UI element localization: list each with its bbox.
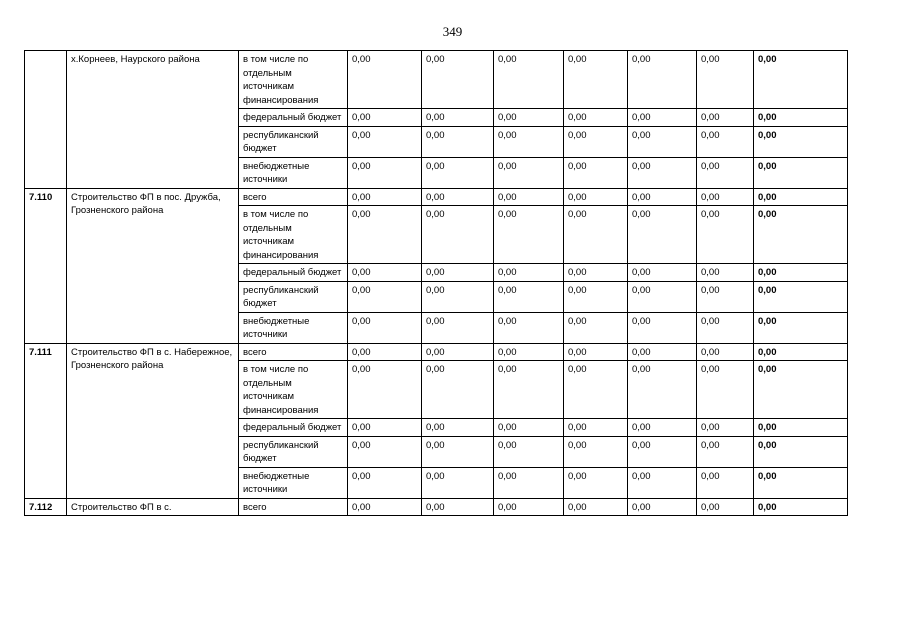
value-cell: 0,00 <box>564 206 628 264</box>
value-cell: 0,00 <box>697 361 754 419</box>
value-cell: 0,00 <box>348 343 422 361</box>
value-cell: 0,00 <box>494 498 564 516</box>
value-cell: 0,00 <box>564 312 628 343</box>
item-title: Строительство ФП в с. <box>67 498 239 516</box>
value-cell: 0,00 <box>348 361 422 419</box>
total-cell: 0,00 <box>754 343 848 361</box>
financing-table <box>24 50 848 516</box>
value-cell: 0,00 <box>697 51 754 109</box>
item-number <box>25 51 67 189</box>
total-cell: 0,00 <box>754 467 848 498</box>
value-cell: 0,00 <box>348 281 422 312</box>
value-cell: 0,00 <box>697 264 754 282</box>
value-cell: 0,00 <box>422 157 494 188</box>
value-cell: 0,00 <box>422 206 494 264</box>
item-title: Строительство ФП в пос. Дружба, Грозненского района <box>67 188 239 343</box>
source-label: всего <box>239 498 348 516</box>
value-cell: 0,00 <box>628 343 697 361</box>
value-cell: 0,00 <box>697 109 754 127</box>
table-row <box>25 188 848 206</box>
value-cell: 0,00 <box>564 361 628 419</box>
value-cell: 0,00 <box>348 188 422 206</box>
value-cell: 0,00 <box>422 51 494 109</box>
value-cell: 0,00 <box>628 419 697 437</box>
total-cell: 0,00 <box>754 419 848 437</box>
item-number: 7.111 <box>25 343 67 498</box>
value-cell: 0,00 <box>628 264 697 282</box>
value-cell: 0,00 <box>697 419 754 437</box>
value-cell: 0,00 <box>348 312 422 343</box>
value-cell: 0,00 <box>494 206 564 264</box>
value-cell: 0,00 <box>697 436 754 467</box>
value-cell: 0,00 <box>422 361 494 419</box>
value-cell: 0,00 <box>422 343 494 361</box>
value-cell: 0,00 <box>494 51 564 109</box>
value-cell: 0,00 <box>564 467 628 498</box>
value-cell: 0,00 <box>348 109 422 127</box>
value-cell: 0,00 <box>494 312 564 343</box>
source-label: внебюджетные источники <box>239 467 348 498</box>
value-cell: 0,00 <box>564 436 628 467</box>
value-cell: 0,00 <box>697 188 754 206</box>
value-cell: 0,00 <box>494 419 564 437</box>
total-cell: 0,00 <box>754 51 848 109</box>
total-cell: 0,00 <box>754 264 848 282</box>
value-cell: 0,00 <box>628 157 697 188</box>
source-label: республиканский бюджет <box>239 436 348 467</box>
value-cell: 0,00 <box>697 281 754 312</box>
value-cell: 0,00 <box>494 467 564 498</box>
value-cell: 0,00 <box>628 436 697 467</box>
value-cell: 0,00 <box>422 281 494 312</box>
value-cell: 0,00 <box>697 206 754 264</box>
value-cell: 0,00 <box>628 467 697 498</box>
value-cell: 0,00 <box>494 436 564 467</box>
value-cell: 0,00 <box>628 109 697 127</box>
value-cell: 0,00 <box>422 109 494 127</box>
value-cell: 0,00 <box>628 498 697 516</box>
value-cell: 0,00 <box>628 361 697 419</box>
value-cell: 0,00 <box>697 343 754 361</box>
source-label: федеральный бюджет <box>239 419 348 437</box>
source-label: республиканский бюджет <box>239 126 348 157</box>
item-title: х.Корнеев, Наурского района <box>67 51 239 189</box>
source-label: внебюджетные источники <box>239 312 348 343</box>
page-number: 349 <box>442 24 463 39</box>
value-cell: 0,00 <box>422 188 494 206</box>
value-cell: 0,00 <box>494 264 564 282</box>
value-cell: 0,00 <box>348 157 422 188</box>
value-cell: 0,00 <box>348 498 422 516</box>
value-cell: 0,00 <box>697 312 754 343</box>
total-cell: 0,00 <box>754 188 848 206</box>
value-cell: 0,00 <box>348 126 422 157</box>
value-cell: 0,00 <box>697 467 754 498</box>
total-cell: 0,00 <box>754 109 848 127</box>
total-cell: 0,00 <box>754 361 848 419</box>
value-cell: 0,00 <box>494 109 564 127</box>
table-row <box>25 498 848 516</box>
value-cell: 0,00 <box>628 206 697 264</box>
value-cell: 0,00 <box>422 419 494 437</box>
total-cell: 0,00 <box>754 157 848 188</box>
source-label: внебюджетные источники <box>239 157 348 188</box>
value-cell: 0,00 <box>564 109 628 127</box>
source-label: всего <box>239 188 348 206</box>
source-label: республиканский бюджет <box>239 281 348 312</box>
value-cell: 0,00 <box>494 188 564 206</box>
value-cell: 0,00 <box>422 436 494 467</box>
total-cell: 0,00 <box>754 436 848 467</box>
value-cell: 0,00 <box>697 157 754 188</box>
item-number: 7.110 <box>25 188 67 343</box>
source-label: федеральный бюджет <box>239 109 348 127</box>
value-cell: 0,00 <box>348 264 422 282</box>
total-cell: 0,00 <box>754 498 848 516</box>
value-cell: 0,00 <box>494 343 564 361</box>
value-cell: 0,00 <box>564 264 628 282</box>
value-cell: 0,00 <box>494 157 564 188</box>
item-title: Строительство ФП в с. Набережное, Грозненского района <box>67 343 239 498</box>
source-label: в том числе по отдельным источникам финансирования <box>239 51 348 109</box>
total-cell: 0,00 <box>754 126 848 157</box>
value-cell: 0,00 <box>697 498 754 516</box>
value-cell: 0,00 <box>628 188 697 206</box>
source-label: всего <box>239 343 348 361</box>
value-cell: 0,00 <box>628 312 697 343</box>
total-cell: 0,00 <box>754 206 848 264</box>
value-cell: 0,00 <box>564 419 628 437</box>
value-cell: 0,00 <box>564 343 628 361</box>
value-cell: 0,00 <box>422 312 494 343</box>
value-cell: 0,00 <box>348 51 422 109</box>
value-cell: 0,00 <box>628 281 697 312</box>
value-cell: 0,00 <box>348 206 422 264</box>
table-row <box>25 51 848 109</box>
table-row <box>25 343 848 361</box>
value-cell: 0,00 <box>628 126 697 157</box>
source-label: в том числе по отдельным источникам финансирования <box>239 361 348 419</box>
value-cell: 0,00 <box>422 498 494 516</box>
value-cell: 0,00 <box>494 281 564 312</box>
value-cell: 0,00 <box>564 498 628 516</box>
value-cell: 0,00 <box>564 157 628 188</box>
value-cell: 0,00 <box>422 467 494 498</box>
value-cell: 0,00 <box>564 126 628 157</box>
value-cell: 0,00 <box>494 126 564 157</box>
item-number: 7.112 <box>25 498 67 516</box>
source-label: в том числе по отдельным источникам финансирования <box>239 206 348 264</box>
value-cell: 0,00 <box>494 361 564 419</box>
value-cell: 0,00 <box>348 419 422 437</box>
value-cell: 0,00 <box>697 126 754 157</box>
total-cell: 0,00 <box>754 281 848 312</box>
value-cell: 0,00 <box>348 436 422 467</box>
source-label: федеральный бюджет <box>239 264 348 282</box>
value-cell: 0,00 <box>564 188 628 206</box>
value-cell: 0,00 <box>422 126 494 157</box>
value-cell: 0,00 <box>564 51 628 109</box>
value-cell: 0,00 <box>628 51 697 109</box>
value-cell: 0,00 <box>348 467 422 498</box>
total-cell: 0,00 <box>754 312 848 343</box>
value-cell: 0,00 <box>422 264 494 282</box>
value-cell: 0,00 <box>564 281 628 312</box>
